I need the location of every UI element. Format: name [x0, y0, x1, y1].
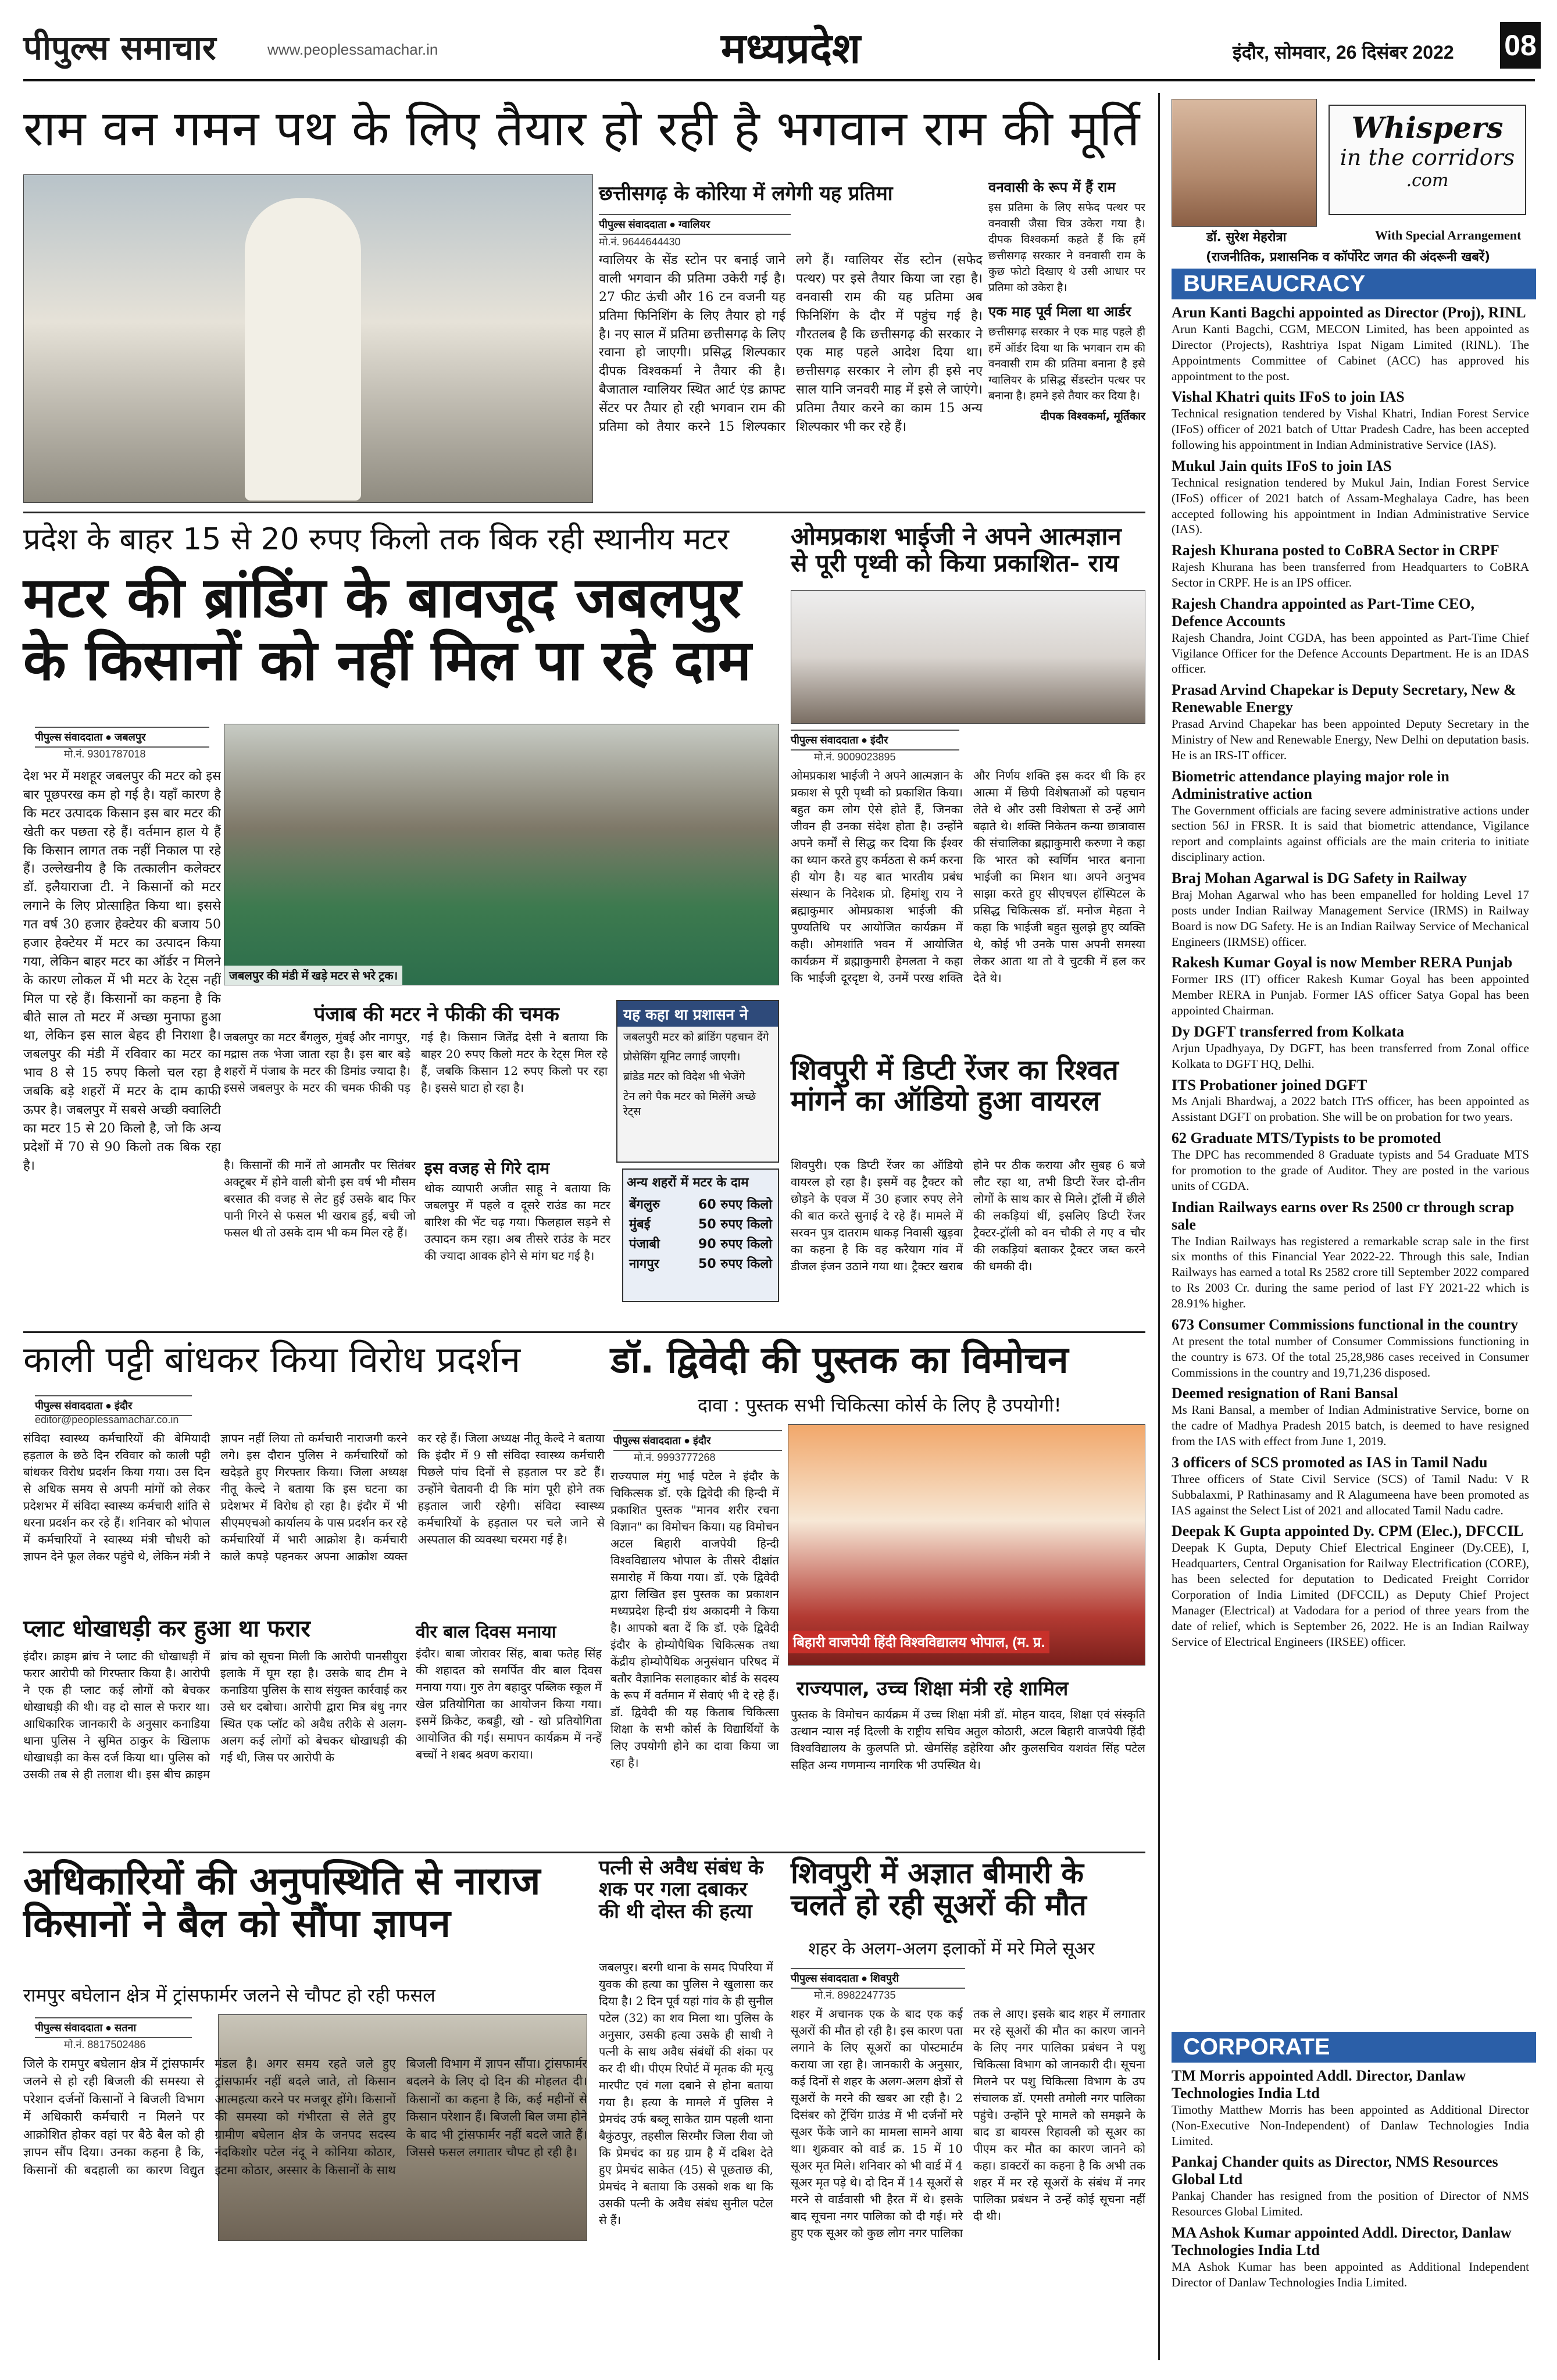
kali-email[interactable]: editor@peoplessamachar.co.in: [35, 1414, 179, 1425]
price-city: मुंबई: [629, 1217, 651, 1232]
kali-body: संविदा स्वास्थ्य कर्मचारियों की बेमियादी हड़ताल के छठे दिन रविवार को काली पट्टी बांधकर विरोध प्रदर्शन किया गया। उस दिन से अधिक समय से अपनी मांगों को लेकर प्रदेशभर में संविदा स्वास्थ्य कर्मचारी शांति से धरना प्रदर्शन कर रहे हैं। शनिवार को भोपाल में कर्मचारियों ने स्वास्थ्य मंत्री चौधरी को ज्ञापन देने फूल लेकर पहुंचे थे, लेकिन मंत्री ने ज्ञापन नहीं लिया तो कर्मचारी नाराजगी करने लगे। इस दौरान पुलिस ने कर्मचारियों को खदेड़ते हुए गिरफ्तार किया। जिला अध्यक्ष नीतू केल्दे ने बताया कि इस घटना का प्रदेशभर में विरोध हो रहा है। इंदौर में भी सीएमएचओ कार्यालय के पास प्रदर्शन कर रहे कर्मचारियों में भारी आक्रोश है। कर्मचारी काले कपड़े पहनकर अपना आक्रोश व्यक्त कर रहे हैं। जिला अध्यक्ष नीतू केल्दे ने बताया कि इंदौर में 9 सौ संविदा स्वास्थ्य कर्मचारी पिछले पांच दिनों से हड़ताल पर डटे हैं। उन्होंने चेतावनी दी कि मांग पूरी होने तक हड़ताल जारी रहेगी। संविदा स्वास्थ्य कर्मचारियों के हड़ताल पर चले जाने से अस्पताल की व्यवस्था चरमरा गई है।: [23, 1431, 605, 1563]
ram-side-head2: एक माह पूर्व मिला था आर्डर: [988, 303, 1131, 320]
om-byline: पीपुल्स संवाददाता ● इंदौर: [791, 730, 959, 751]
shivpuri2-headline: शिवपुरी में अज्ञात बीमारी के चलते हो रही सूअरों की मौत: [791, 1856, 1087, 1922]
matar-kicker: प्रदेश के बाहर 15 से 20 रुपए किलो तक बिक रही स्थानीय मटर: [23, 522, 729, 557]
shivpuri1-headline: शिवपुरी में डिप्टी रेंजर का रिश्वत मांगने का ऑडियो हुआ वायरल: [791, 1054, 1119, 1117]
news-item-body: Former IRS (IT) officer Rakesh Kumar Goyal has been appointed Member RERA in Punjab. Former IAS officer Satya Gopal has been appointed Chairman.: [1172, 972, 1529, 1018]
matar-headline: मटर की ब्रांडिंग के बावजूद जबलपुर के किसानों को नहीं मिल पा रहे दाम: [23, 565, 752, 693]
whispers-logo: [1329, 105, 1526, 215]
news-item-body: Three officers of State Civil Service (SCS) of Tamil Nadu: V R Subbalaxmi, P Rathinasamy and R Alagumeena have been promoted as IAS against the Select List of 2021 and allocated Tamil Nadu cadre.: [1172, 1471, 1529, 1517]
matar-truck-photo: [224, 724, 779, 985]
matar-body2: है। किसानों की मानें तो आमतौर पर सितंबर अक्टूबर में होने वाली बोनी इस वर्ष भी मौसम बरसात की वजह से लेट हुई उसके बाद फिर पानी गिरने से फसल भी खराब हुई, बची जो फसल थी तो उसके दाम भी कम मिल रहे हैं।: [224, 1158, 416, 1239]
news-item-body: Rajesh Khurana has been transferred from Headquarters to CoBRA Sector in CRPF. He is an IPS officer.: [1172, 560, 1529, 590]
kali-headline: काली पट्टी बांधकर किया विरोध प्रदर्शन: [23, 1338, 521, 1381]
price-city: पंजाबी: [629, 1237, 660, 1252]
matar-byline: पीपुल्स संवाददाता ● जबलपुर: [35, 727, 209, 748]
dwivedi-photo-text: बिहारी वाजपेयी हिंदी विश्वविद्यालय भोपाल, (म. प्र.: [788, 1631, 1049, 1653]
corporate-heading: CORPORATE: [1172, 2032, 1536, 2063]
ram-sidebox: [988, 177, 1145, 506]
price-value: 90 रुपए किलो: [698, 1237, 772, 1252]
prices-box: [622, 1168, 779, 1302]
shivpuri2-body: शहर में अचानक एक के बाद एक कई सूअरों की मौत हो रही है। इस कारण पता लगाने के लिए सूअरों का पोस्टमार्टम कराया जा रहा है। जानकारी के अनुसार, कई दिनों से शहर के अलग-अलग क्षेत्रों से सूअरों के मरने की खबर आ रही है। 2 दिसंबर को ट्रेंचिंग ग्राउंड में भी दर्जनों मरे सूअर फेंके जाने का मामला सामने आया था। शुक्रवार को वार्ड क्र. 15 में 10 सूअर मृत मिले। शनिवार को भी वार्ड में 4 सूअर मृत पड़े थे। दो दिन में 14 सूअरों से मरने से वार्डवासी भी हैरत में थे। इसके बाद सूचना नगर पालिका को दी गई। मरे हुए एक सूअर को कुछ लोग नगर पालिका तक ले आए। इसके बाद शहर में लगातार मर रहे सूअरों की मौत का कारण जानने के लिए नगर पालिका प्रबंधन ने पशु चिकित्सा विभाग को जानकारी दी। सूचना मिलने पर पशु चिकित्सा विभाग के उप संचालक डॉ. एमसी तमोली नगर पालिका पहुंचे। उन्होंने पूरे मामले को समझने के बाद डा बायरस रिहावली को सूअर का पीएम कर मौत का कारण जानने को कहा। डाक्टरों का कहना है कि अभी तक शहर में मर रहे सूअरों के संबंध में नगर पालिका प्रबंधन ने उन्हें कोई सूचना नहीं दी थी।: [791, 2007, 1145, 2240]
divider: [23, 1331, 1145, 1333]
news-item-body: At present the total number of Consumer Commissions functioning in the country is 673. Of the total 25,28,986 cases received in Consumer Commissions in the country and 19,71,236 disposed.: [1172, 1334, 1529, 1380]
om-headline: ओमप्रकाश भाईजी ने अपने आत्मज्ञान से पूरी पृथ्वी को किया प्रकाशित- राय: [791, 522, 1122, 578]
news-item-heading: Arun Kanti Bagchi appointed as Director (Proj), RINL: [1172, 304, 1526, 321]
bureaucracy-heading: BUREAUCRACY: [1172, 269, 1536, 299]
price-value: 50 रुपए किलो: [698, 1257, 772, 1271]
news-item-heading: Braj Mohan Agarwal is DG Safety in Railway: [1172, 870, 1467, 887]
news-item-heading: Biometric attendance playing major role in Administrative action: [1172, 767, 1449, 802]
news-item-heading: Deepak K Gupta appointed Dy. CPM (Elec.), DFCCIL: [1172, 1523, 1524, 1540]
news-item-heading: Deemed resignation of Rani Bansal: [1172, 1385, 1398, 1402]
columnist-photo: [1172, 99, 1317, 227]
news-item-heading: Prasad Arvind Chapekar is Deputy Secretary, New & Renewable Energy: [1172, 681, 1516, 716]
dwivedi-headline: डॉ. द्विवेदी की पुस्तक का विमोचन: [610, 1339, 1069, 1382]
news-item-body: Prasad Arvind Chapekar has been appointed Deputy Secretary in the Ministry of New and Renewable Energy, New Delhi on deputation basis. He is an IRS-IT officer.: [1172, 717, 1529, 762]
news-item-heading: Pankaj Chander quits as Director, NMS Resources Global Ltd: [1172, 2153, 1498, 2188]
price-row: [623, 1214, 778, 1234]
dwivedi-body: राज्यपाल मंगु भाई पटेल ने इंदौर के चिकित्सक डॉ. एके द्विवेदी की हिन्दी में प्रकाशित पुस्तक "मानव शरीर रचना विज्ञान" का विमोचन किया। यह विमोचन अटल बिहारी वाजपेयी हिन्दी विश्वविद्यालय भोपाल के तीसरे दीक्षांत समारोह में किया गया। डॉ. एके द्विवेदी द्वारा लिखित इस पुस्तक का प्रकाशन मध्यप्रदेश हिन्दी ग्रंथ अकादमी ने किया है। आपको बता दें कि डॉ. एके द्विवेदी इंदौर के होम्योपैथिक चिकित्सक तथा केंद्रीय होम्योपैथिक अनुसंधान परिषद में बतौर वैज्ञानिक सलाहकार बोर्ड के सदस्य के रूप में वर्तमान में सेवाएं भी दे रहे हैं। डॉ. द्विवेदी की यह किताब चिकित्सा शिक्षा के सभी कोर्स के विद्यार्थियों के लिए उपयोगी होने का दावा किया जा रहा है।: [610, 1469, 779, 1770]
news-item-body: Timothy Matthew Morris has been appointed as Additional Director (Non-Executive Non-Independent) of Danlaw Technologies India Limited.: [1172, 2102, 1529, 2148]
corporate-list: [1160, 2067, 1536, 2290]
news-item-heading: Dy DGFT transferred from Kolkata: [1172, 1023, 1405, 1040]
whispers-sidebar: [1158, 93, 1536, 2360]
price-city: नागपुर: [629, 1257, 659, 1271]
price-row: [623, 1253, 778, 1273]
om-event-photo: [791, 590, 1145, 724]
punjab-body: जबलपुर का मटर बैंगलुरु, मुंबई और नागपुर, मद्रास तक भेजा जाता रहा है। इस बार बड़े शहरों में पंजाब के मटर की डिमांड ज्यादा है। इससे जबलपुर के मटर की चमक फीकी पड़ गई है। किसान जितेंद्र देसी ने बताया कि बाहर 20 रुपए किलो मटर के रेट्स मिल रहे हैं, जबकि किसान 12 रुपए किलो पर रहा है। इससे घाटा हो रहा है।: [224, 1030, 608, 1095]
news-item-heading: ITS Probationer joined DGFT: [1172, 1076, 1367, 1093]
matar-body: देश भर में मशहूर जबलपुर की मटर को इस बार पूछपरख कम हो गई है। यहाँ कारण है कि मटर उत्पादक किसान इस बार मटर की खेती कर पछता रहे हैं। वर्तमान हाल ये हैं कि किसान लागत तक नहीं निकाल पा रहे हैं। उल्लेखनीय है कि तत्कालीन कलेक्टर डॉ. इलैयाराजा टी. ने किसानों को मटर लगाने के लिए प्रोत्साहित किया था। इससे गत वर्ष 30 हजार हेक्टेयर की बजाय 50 हजार हेक्टेयर में मटर का उत्पादन किया गया, लेकिन बाहर मटर का ऑर्डर न मिलने के कारण लोकल में भी मटर के रेट्स नहीं मिल पा रहे हैं। किसानों का कहना है कि बीते साल तो मटर में अच्छा मुनाफा हुआ था, लेकिन इस साल बेहद ही निराशा है। जबलपुर की मंडी में रविवार का मटर का भाव 8 से 15 रुपए किलो चल रहा है जबकि बड़े शहरों में मटर के दाम काफी ऊपर है। जबलपुर में सबसे अच्छी क्वालिटी का मटर 15 से 20 किलो है, जो कि अन्य प्रदेशों में 70 से 90 किलो तक बिक रहा है।: [23, 769, 221, 1173]
news-item-heading: TM Morris appointed Addl. Director, Danlaw Technologies India Ltd: [1172, 2067, 1466, 2102]
said-item: टेन लगे पैक मटर को मिलेंगे अच्छे रेट्स: [623, 1090, 756, 1118]
news-item-body: Rajesh Chandra, Joint CGDA, has been appointed as Part-Time Chief Vigilance Officer for the Defence Accounts Department. He is an IDAS officer.: [1172, 630, 1529, 676]
price-row: [623, 1234, 778, 1253]
ram-side-body2: छत्तीसगढ़ सरकार ने एक माह पहले ही हमें ऑर्डर दिया था कि भगवान राम की वनवासी राम की प्रतिमा बनाना है इसे ग्वालियर के प्रसिद्ध सेंडस्टोन पत्थर पर बनाना है। हमने इसे तैयार कर दिया है।: [988, 326, 1145, 403]
news-item-body: Deepak K Gupta, Deputy Chief Electrical Engineer (Dy.CEE), I, Headquarters, Central Organisation for Railway Electrification (CORE), has been selected for deputation to Dedicated Freight Corridor Corporation of India Limited (DFCCIL) as Deputy Chief Project Manager (Electrical) at Vadodara for a period of three years from the date of relief, which is September 26, 2022. He is an Indian Railway Service of Electrical Engineers (IRSEE) officer.: [1172, 1541, 1529, 1649]
plot-headline: प्लाट धोखाधड़ी कर हुआ था फरार: [23, 1616, 310, 1642]
ram-subhead: छत्तीसगढ़ के कोरिया में लगेगी यह प्रतिमा: [599, 182, 893, 205]
news-item-heading: Rajesh Chandra appointed as Part-Time CEO, Defence Accounts: [1172, 595, 1475, 630]
price-value: 50 रुपए किलो: [698, 1217, 772, 1232]
news-item-body: Ms Rani Bansal, a member of Indian Administrative Service, borne on the cadre of Madhya Pradesh 2015 batch, is deemed to have resigned from the IAS with effect from June 1, 2019.: [1172, 1403, 1529, 1449]
kisan-body: जिले के रामपुर बघेलान क्षेत्र में ट्रांसफार्मर जलने से हो रही बिजली की समस्या से परेशान दर्जनों किसानों ने बिजली विभाग में अधिकारी कर्मचारी न मिलने पर आक्रोशित होकर वहां पर बैठे बैल को ही ज्ञापन सौंप दिया। उनका कहना है कि, किसानों की बदहाली का कारण विद्युत मंडल है। अगर समय रहते जले हुए ट्रांसफार्मर नहीं बदले जाते, तो किसान आत्महत्या करने पर मजबूर होंगे। किसानों की समस्या को गंभीरता से लेते हुए ग्रामीण बघेलान क्षेत्र के जनपद सदस्य नंदकिशोर पटेल नंदू ने कोनिया कोठार, इटमा कोठार, अस्सार के किसानों के साथ बिजली विभाग में ज्ञापन सौंपा। ट्रांसफार्मर बदलने के लिए दो दिन की मोहलत दी। किसानों का कहना है कि, कई महीनों से किसान परेशान हैं। बिजली बिल जमा होने के बाद भी ट्रांसफार्मर नहीं बदले जाते हैं। जिससे फसल लगातार चौपट हो रही है।: [23, 2057, 587, 2177]
special-arrangement: With Special Arrangement: [1375, 228, 1522, 242]
news-item-body: The Government officials are facing severe administrative actions under section 56J in FRSR. It is said that biometric attendance, Vigilance report and complaints against officials are the main criteria to initiate disciplinary action.: [1172, 803, 1529, 864]
news-item-heading: 3 officers of SCS promoted as IAS in Tamil Nadu: [1172, 1453, 1488, 1471]
whispers-header: [1172, 99, 1536, 244]
shivpuri2-mobile: मो.नं. 8982247735: [814, 1989, 896, 2001]
kali-byline: पीपुल्स संवाददाता ● इंदौर: [35, 1395, 192, 1416]
said-item: प्रोसेसिंग यूनिट लगाई जाएगी।: [623, 1050, 741, 1063]
whispers-logo-line2: in the corridors: [1340, 145, 1515, 170]
shivpuri2-sub: शहर के अलग-अलग इलाकों में मरे मिले सूअर: [808, 1939, 1095, 1959]
said-head: यह कहा था प्रशासन ने: [617, 1001, 778, 1027]
ram-side-body1: इस प्रतिमा के लिए सफेद पत्थर पर वनवासी जैसा चित्र उकेरा गया है। दीपक विश्वकर्मा कहते हैं कि हमें छत्तीसगढ़ सरकार ने वनवासी राम के कुछ फोटो दिखाए थे उसी आधार पर प्रतिमा को उकेरा है।: [988, 201, 1145, 294]
news-item-heading: Vishal Khatri quits IFoS to join IAS: [1172, 388, 1405, 406]
said-item: जबलपुरी मटर को ब्रांडिंग पहचान देंगे: [623, 1031, 769, 1044]
columnist-name: डॉ. सुरेश मेहरोत्रा: [1206, 230, 1287, 245]
shivpuri1-body: शिवपुरी। एक डिप्टी रेंजर का ऑडियो वायरल हो रहा है। इसमें वह ट्रैक्टर को छोड़ने के एवज में 30 हजार रुपए लेने की बात करते सुनाई दे रहे हैं। मामले में सरवन पुत्र दातराम धाकड़ निवासी खुड़वा का कहना है कि वह करैयाग गांव में डीजल इंजन उठाने गया था। ट्रैक्टर खराब होने पर ठीक कराया और सुबह 6 बजे लौट रहा था, तभी डिप्टी रेंजर दो-तीन लोगों के साथ कार से मिले। ट्रॉली में छीले की लकड़ियां थीं, इसलिए डिप्टी रेंजर ट्रैक्टर-ट्रॉली को वन चौकी ले गए व चौर की लकड़ियां बताकर ट्रैक्टर जब्त करने की धमकी दी।: [791, 1158, 1145, 1273]
newspaper-logo: पीपुल्स समाचार: [23, 28, 216, 67]
said-box: [616, 1000, 779, 1163]
news-item-body: Technical resignation tendered by Vishal Khatri, Indian Forest Service (IFoS) officer of 2021 batch of Uttar Pradesh Cadre, has been accepted following his appointment in Indian Administrative Service (IAS).: [1172, 406, 1529, 452]
prices-head: अन्य शहरों में मटर के दाम: [627, 1175, 749, 1190]
news-item-heading: Indian Railways earns over Rs 2500 cr through scrap sale: [1172, 1198, 1515, 1233]
divider: [23, 512, 1145, 513]
masthead: [23, 17, 1535, 81]
said-item: ब्रांडेड मटर को विदेश भी भेजेंगे: [623, 1070, 745, 1083]
ram-side-head1: वनवासी के रूप में हैं राम: [988, 179, 1116, 195]
page-number: 08: [1500, 22, 1541, 69]
kisan-byline: पीपुल्स संवाददाता ● सतना: [35, 2017, 192, 2038]
bureaucracy-list: [1160, 299, 1536, 2032]
price-city: बेंगलुरु: [629, 1198, 660, 1212]
om-body: ओमप्रकाश भाईजी ने अपने आत्मज्ञान के प्रकाश से पूरी पृथ्वी को प्रकाशित किया। बहुत कम लोग ऐसे होते हैं, जिनका जीवन ही उनका संदेश होता है। उन्होंने अपने कर्मों से सिद्ध कर दिया कि ईश्वर का ध्यान करते हुए कर्मठता से कर्म करना ही योग है। यह बात भारतीय प्रबंध संस्थान के निदेशक प्रो. हिमांशु राय ने ब्रह्माकुमार ओमप्रकाश भाईजी की पुण्यतिथि पर आयोजित कार्यक्रम में कही। ओमशांति भवन में आयोजित कार्यक्रम में ब्रह्माकुमारी हेमलता ने कहा कि भाईजी दूरदृष्टा थे, उनमें परख शक्ति और निर्णय शक्ति इस कदर थी कि हर आत्मा में छिपी विशेषताओं को पहचान लेते थे और उसी विशेषता से उन्हें आगे बढ़ाते थे। शक्ति निकेतन कन्या छात्रावास की संचालिका ब्रह्माकुमारी करुणा ने कहा कि भारत को स्वर्णिम भारत बनाना भाईजी का मिशन था। अपने अनुभव साझा करते हुए सीएचएल हॉस्पिटल के प्रसिद्ध चिकित्सक डॉ. मनोज मेहता ने कहा कि भाईजी बहुत सुलझे हुए व्यक्ति थे, कोई भी उनके पास अपनी समस्या लेकर आता था तो वे चुटकी में हल कर देते थे।: [791, 769, 1145, 985]
news-item-body: Pankaj Chander has resigned from the position of Director of NMS Resources Global Limited.: [1172, 2189, 1529, 2219]
price-value: 60 रुपए किलो: [698, 1198, 772, 1212]
matar-caption: जबलपुर की मंडी में खड़े मटर से भरे ट्रक।: [224, 966, 402, 985]
om-mobile: मो.नं. 9009023895: [814, 751, 896, 763]
dwivedi-sub: राज्यपाल, उच्च शिक्षा मंत्री रहे शामिल: [797, 1677, 1069, 1700]
news-item-body: Braj Mohan Agarwal who has been empanelled for holding Level 17 posts under Indian Railway Management Service (IRMS) in Railway Board is now DG Safety. He is an Indian Railway Service of Mechanical Engineers (IRMSE) officer.: [1172, 887, 1529, 949]
ram-body: ग्वालियर के सेंड स्टोन पर बनाई जाने वाली भगवान की प्रतिमा उकेरी गई है। 27 फीट ऊंची और 16 टन वजनी यह प्रतिमा फिनिशिंग के लिए तैयार हो गई है। नए साल में प्रतिमा छत्तीसगढ़ के लिए रवाना हो जाएगी। प्रसिद्ध शिल्पकार दीपक विश्वकर्मा ने तैयार की है। बैजाताल ग्वालियर स्थित आर्ट एंड क्राफ्ट सेंटर पर तैयार हो रही भगवान राम की प्रतिमा को तैयार करने 15 शिल्पकार लगे हैं। ग्वालियर सेंड स्टोन (सफेद पत्थर) पर इसे तैयार किया जा रहा है। वनवासी राम की यह प्रतिमा अब फिनिशिंग के दौर में पहुंच गई है। गौरतलब है कि छत्तीसगढ़ की सरकार ने एक माह पहले आदेश दिया था। छत्तीसगढ़ सरकार ने लोग ही इसे नए साल यानि जनवरी माह में इसे ले जाएंगे। प्रतिमा तैयार करने का काम 15 अन्य शिल्पकार भी कर रहे हैं।: [599, 253, 983, 435]
matar-mobile: मो.नं. 9301787018: [64, 748, 146, 760]
ram-headline: राम वन गमन पथ के लिए तैयार हो रही है भगवान राम की मूर्ति: [23, 100, 1141, 157]
divider: [23, 1852, 1145, 1853]
issue-date: इंदौर, सोमवार, 26 दिसंबर 2022: [1233, 42, 1454, 63]
news-item-heading: Rakesh Kumar Goyal is now Member RERA Punjab: [1172, 954, 1513, 971]
whispers-tagline: (राजनीतिक, प्रशासनिक व कॉर्पोरेट जगत की अंदरूनी खबरें): [1206, 250, 1490, 265]
section-title: मध्यप्रदेश: [721, 23, 861, 73]
ram-side-sign: दीपक विश्वकर्मा, मूर्तिकार: [1040, 410, 1145, 423]
patni-headline: पत्नी से अवैध संबंध के शक पर गला दबाकर की थी दोस्त की हत्या: [599, 1856, 763, 1923]
patni-body: जबलपुर। बरगी थाना के समद पिपरिया में युवक की हत्या का पुलिस ने खुलासा कर दिया है। 2 दिन पूर्व यहां गांव के ही सुनील पटेल (32) का शव मिला था। पुलिस के अनुसार, उसकी हत्या उसके ही साथी ने पत्नी के साथ अवैध संबंधों की शंका पर कर दी थी। पीएम रिपोर्ट में मृतक की मृत्यु मारपीट एवं गला दबाने से होना बताया गया है। हत्या के मामले में पुलिस ने प्रेमचंद उर्फ बब्लू साकेत ग्राम पहली थाना बैकुंठपुर, तहसील सिरमौर जिला रीवा जो कि प्रेमचंद का ग्रह ग्राम है में दबिश देते हुए प्रेमचंद साकेत (45) से पूछताछ की, प्रेमचंद ने बताया कि उसको शक था कि उसकी पत्नी के अवैध संबंध सुनील पटेल से हैं।: [599, 1960, 773, 2227]
kisan-sub: रामपुर बघेलान क्षेत्र में ट्रांसफार्मर जलने से चौपट हो रही फसल: [23, 1984, 435, 2006]
dwivedi-byline: पीपुल्स संवाददाता ● इंदौर: [613, 1430, 782, 1451]
news-item-body: Arun Kanti Bagchi, CGM, MECON Limited, has been appointed as Director (Projects), Rashtriya Ispat Nigam Limited (RINL). The Appointments Committee of Cabinet (ACC) has approved his appointment to the post.: [1172, 321, 1529, 383]
news-item-heading: 673 Consumer Commissions functional in the country: [1172, 1316, 1519, 1333]
news-item-heading: MA Ashok Kumar appointed Addl. Director, Danlaw Technologies India Ltd: [1172, 2224, 1512, 2259]
news-item-heading: Rajesh Khurana posted to CoBRA Sector in CRPF: [1172, 542, 1499, 559]
whispers-logo-line3: .com: [1406, 170, 1449, 191]
kisan-mobile: मो.नं. 8817502486: [64, 2039, 146, 2050]
news-item-heading: 62 Graduate MTS/Typists to be promoted: [1172, 1130, 1441, 1147]
website-link[interactable]: www.peoplessamachar.in: [267, 41, 438, 58]
news-item-body: The DPC has recommended 8 Graduate typists and 54 Graduate MTS for promotion to the grade of Auditor. They are posted in the various units of CGDA.: [1172, 1148, 1529, 1193]
plot-body: इंदौर। क्राइम ब्रांच ने प्लाट की धोखाधड़ी में फरार आरोपी को गिरफ्तार किया है। आरोपी ने एक ही प्लाट कई लोगों को बेचकर धोखाधड़ी की थी। वह दो साल से फरार था। आधिकारिक जानकारी के अनुसार कनाडिया थाना पुलिस ने सुमित ठाकुर के खिलाफ धोखाधड़ी का केस दर्ज किया था। पुलिस को उसकी तब से ही तलाश थी। इस बीच क्राइम ब्रांच को सूचना मिली कि आरोपी पानसीयुरा इलाके में घूम रहा है। उसके बाद टीम ने कनाडिया पुलिस के साथ संयुक्त कार्रवाई कर उसे धर दबोचा। आरोपी द्वारा मित्र बंधु नगर स्थित एक प्लॉट को अवैध तरीके से अलग-अलग कई लोगों को बेचकर धोखाधड़ी की गई थी, जिस पर आरोपी के: [23, 1649, 407, 1781]
veer-body: इंदौर। बाबा जोरावर सिंह, बाबा फतेह सिंह की शहादत को समर्पित वीर बाल दिवस मनाया गया। गुरु तेग बहादुर पब्लिक स्कूल में खेल प्रतियोगिता का आयोजन किया गया। इसमें क्रिकेट, कबड्डी, खो - खो प्रतियोगिता आयोजित की गई। समापन कार्यक्रम में नन्हें बच्चों ने शबद श्रवण कराया।: [416, 1646, 602, 1761]
news-item-heading: Mukul Jain quits IFoS to join IAS: [1172, 457, 1392, 474]
dwivedi-mobile: मो.नं. 9993777268: [634, 1452, 716, 1463]
price-row: [623, 1194, 778, 1214]
punjab-head: पंजाब की मटर ने फीकी की चमक: [314, 1003, 559, 1026]
shivpuri2-byline: पीपुल्स संवाददाता ● शिवपुरी: [791, 1968, 965, 1989]
reason-body: थोक व्यापारी अजीत साहू ने बताया कि जबलपुर में पहले व दूसरे राउंड का मटर बारिश की भेंट चढ़ गया। फिलहाल सड़ने से उत्पादन कम रहा। अब तीसरे राउंड के मटर की ज्यादा आवक होने से मांग घट गई है।: [424, 1181, 610, 1263]
veer-headline: वीर बाल दिवस मनाया: [416, 1622, 556, 1642]
news-item-body: Ms Anjali Bhardwaj, a 2022 batch ITrS officer, has been appointed as Assistant DGFT on probation. She will be on probation for two years.: [1172, 1094, 1529, 1124]
statue-shape: [245, 198, 361, 501]
reason-head: इस वजह से गिरे दाम: [424, 1159, 550, 1178]
news-item-body: Technical resignation tendered by Mukul Jain, Indian Forest Service (IFoS) officer of 2021 batch of Assam-Meghalaya Cadre, has been accepted following his appointment in Indian Administrative Service (IAS).: [1172, 475, 1529, 537]
news-item-body: MA Ashok Kumar has been appointed as Additional Independent Director of Danlaw Technologies India Limited.: [1172, 2259, 1529, 2289]
ram-statue-photo: [23, 174, 593, 503]
whispers-logo-line1: Whispers: [1351, 110, 1504, 145]
kisan-headline: अधिकारियों की अनुपस्थिति से नाराज किसानों ने बैल को सौंपा ज्ञापन: [23, 1859, 541, 1946]
ram-mobile: मो.नं. 9644644430: [599, 236, 681, 248]
dwivedi-event-photo: [788, 1424, 1145, 1666]
ram-byline: पीपुल्स संवाददाता ● ग्वालियर: [599, 214, 791, 235]
dwivedi-deck: दावा : पुस्तक सभी चिकित्सा कोर्स के लिए है उपयोगी!: [698, 1394, 1062, 1416]
news-item-body: The Indian Railways has registered a remarkable scrap sale in the first six months of this Financial Year 2022-22. Through this sale, Indian Railways has earned a total Rs 2582 crore till September 2022 compared to Rs 2003 Cr. during the same period of last FY 2021-22 which is 28.91% higher.: [1172, 1234, 1529, 1311]
news-item-body: Arjun Upadhyaya, Dy DGFT, has been transferred from Zonal office Kolkata to DGFT HQ, Delhi.: [1172, 1041, 1529, 1071]
dwivedi-sub-body: पुस्तक के विमोचन कार्यक्रम में उच्च शिक्षा मंत्री डॉ. मोहन यादव, शिक्षा एवं संस्कृति उत्थान न्यास नई दिल्ली के राष्ट्रीय सचिव अतुल कोठारी, अटल बिहारी वाजपेयी हिंदी विश्वविद्यालय के कुलपति प्रो. खेमसिंह डहेरिया और कुलसचिव यशवंत सिंह पटेल सहित अन्य गणमान्य नागरिक भी उपस्थित थे।: [791, 1707, 1145, 1772]
